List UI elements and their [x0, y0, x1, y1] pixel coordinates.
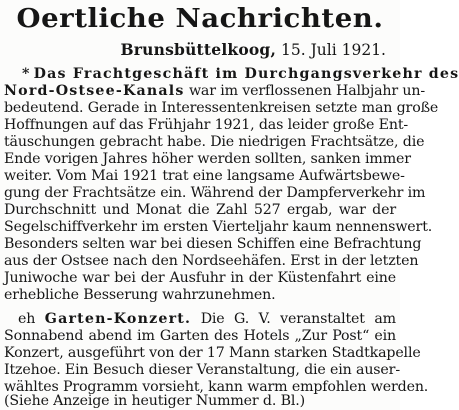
article-1-line-2: Nord-Ostsee-Kanals war im verflossenen Halbjahr un-	[4, 83, 425, 99]
article-1-line-3: bedeutend. Gerade in Interessentenkreisen setzte man große	[4, 100, 439, 116]
article-1-line-8: gung der Frachtsätze ein. Während der Dampferverkehr im	[4, 185, 426, 201]
article-1-line-7: weiter. Vom Mai 1921 trat eine langsame Aufwärtsbewe-	[4, 168, 405, 184]
article-1-canal-name: Nord-Ostsee-Kanals	[4, 83, 185, 99]
article-1-line-13: Juniwoche war bei der Ausfuhr in der Küstenfahrt eine	[4, 270, 396, 286]
article-1-marker: *	[22, 66, 30, 82]
article-2-line-5: wähltes Programm vorsieht, kann warm empfohlen werden.	[4, 379, 429, 395]
article-1-line-12: aus der Ostsee nach den Nordseehäfen. Erst in der letzten	[4, 253, 419, 269]
article-1-line-1	[4, 66, 459, 83]
article-1-line-9: Durchschnitt und Monat die Zahl 527 ergab, war der	[4, 202, 396, 218]
article-1-line-6: Ende vorigen Jahres höher werden sollten, sanken immer	[4, 151, 411, 167]
article-2-line-2: Sonnabend abend im Garten des Hotels „Zur Post“ ein	[4, 328, 396, 344]
article-1-line-4: Hoffnungen auf das Frühjahr 1921, das leider große Ent-	[4, 117, 409, 133]
dateline	[121, 41, 387, 59]
article-2-line-1: eh Garten-Konzert. Die G. V. veranstaltet am	[18, 311, 396, 327]
article-1-lead: Das Frachtgeschäft im Durchgangsverkehr des	[33, 66, 459, 82]
article-2-prefix: eh	[18, 311, 36, 327]
article-2-line-3: Konzert, ausgeführt von der 17 Mann starken Stadtkapelle	[4, 345, 421, 361]
article-2-line-4: Itzehoe. Ein Besuch dieser Veranstaltung, die ein auser-	[4, 362, 400, 378]
article-2-lead: Garten-Konzert.	[44, 311, 192, 327]
article-1-line-11: Besonders selten war bei diesen Schiffen eine Befrachtung	[4, 236, 422, 252]
article-2-line-6: (Siehe Anzeige in heutiger Nummer d. Bl.)	[4, 393, 305, 409]
article-1-line-10: Segelschiffverkehr im ersten Vierteljahr kaum nennenswert.	[4, 219, 433, 235]
article-1-line-14: erhebliche Besserung wahrzunehmen.	[4, 287, 276, 303]
page-title: Oertliche Nachrichten.	[16, 4, 384, 34]
article-1-line-5: täuschungen gebracht habe. Die niedrigen Frachtsätze, die	[4, 134, 425, 150]
dateline-place: Brunsbüttelkoog,	[120, 40, 277, 59]
dateline-date: 15. Juli 1921.	[281, 41, 386, 59]
